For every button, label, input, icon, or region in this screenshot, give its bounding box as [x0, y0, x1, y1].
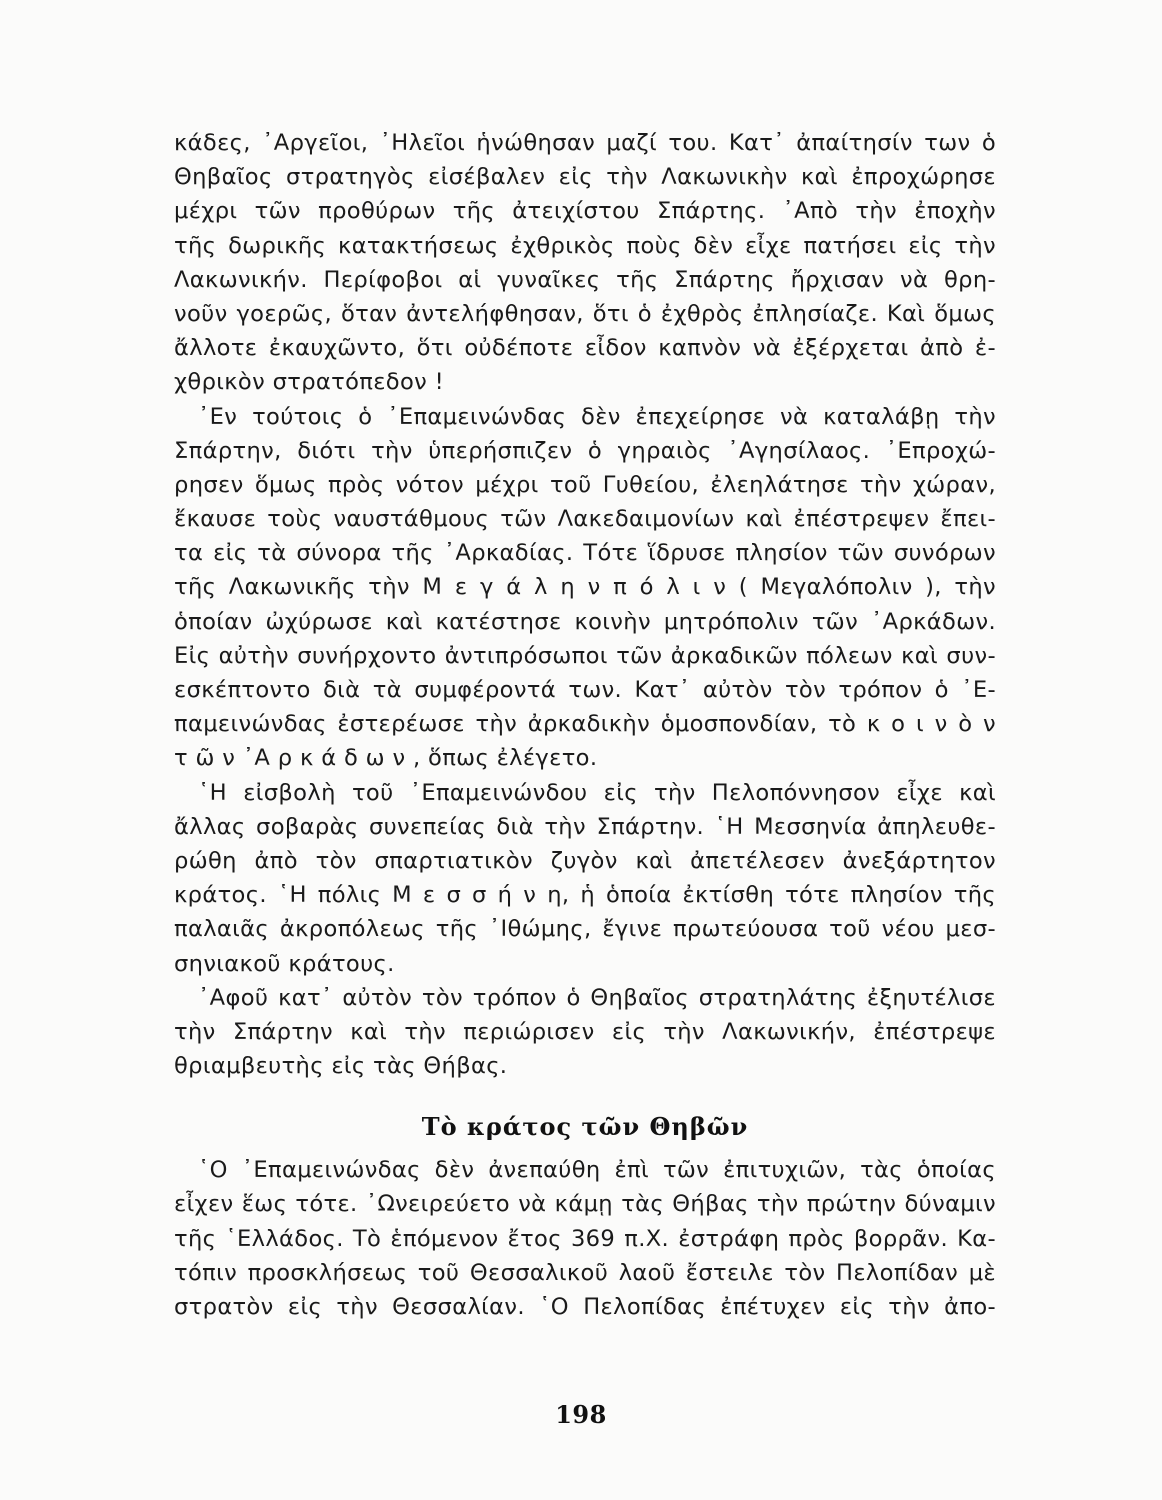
text-line: ἔκαυσε τοὺς ναυστάθμους τῶν Λακεδαιμονίων καὶ ἐπέστρεψεν ἔπει- — [174, 506, 996, 533]
text-line: τὴν Σπάρτην καὶ τὴν περιώρισεν εἰς τὴν Λακωνικήν, ἐπέστρεψε — [174, 1018, 996, 1045]
text-line: Εἰς αὐτὴν συνήρχοντο ἀντιπρόσωποι τῶν ἀρκαδικῶν πόλεων καὶ συν- — [174, 642, 996, 669]
text-line: ρώθη ἀπὸ τὸν σπαρτιατικὸν ζυγὸν καὶ ἀπετέλεσεν ἀνεξάρτητον — [174, 847, 996, 874]
section-heading: Τὸ κράτος τῶν Θηβῶν — [421, 1112, 749, 1142]
text-line: τόπιν προσκλήσεως τοῦ Θεσσαλικοῦ λαοῦ ἔστειλε τὸν Πελοπίδαν μὲ — [174, 1259, 996, 1286]
text-line: σηνιακοῦ κράτους. — [174, 950, 395, 977]
text-line: τῆς ῾Ελλάδος. Τὸ ἑπόμενον ἔτος 369 π.Χ. ἐστράφη πρὸς βορρᾶν. Κα- — [174, 1225, 996, 1252]
page-number: 198 — [555, 1400, 607, 1429]
text-line: παμεινώνδας ἐστερέωσε τὴν ἀρκαδικὴν ὁμοσπονδίαν, τὸ κ ο ι ν ὸ ν — [174, 711, 996, 738]
text-line: τῆς Λακωνικῆς τὴν Μ ε γ ά λ η ν π ό λ ι ν ( Μεγαλόπολιν ), τὴν — [174, 574, 996, 601]
text-line: τῆς δωρικῆς κατακτήσεως ἐχθρικὸς ποὺς δὲν εἶχε πατήσει εἰς τὴν — [174, 232, 996, 259]
text-line: χθρικὸν στρατόπεδον ! — [174, 369, 445, 396]
text-line: ρησεν ὅμως πρὸς νότον μέχρι τοῦ Γυθείου, ἐλεηλάτησε τὴν χώραν, — [174, 471, 996, 498]
text-line: παλαιᾶς ἀκροπόλεως τῆς ᾿Ιθώμης, ἔγινε πρωτεύουσα τοῦ νέου μεσ- — [174, 916, 996, 943]
text-line: εσκέπτοντο διὰ τὰ συμφέροντά των. Κατ᾿ αὐτὸν τὸν τρόπον ὁ ᾿Ε- — [174, 677, 996, 703]
text-line: κράτος. ῾Η πόλις Μ ε σ σ ή ν η, ἡ ὁποία ἐκτίσθη τότε πλησίον τῆς — [174, 882, 996, 909]
text-line: εἶχεν ἕως τότε. ᾿Ωνειρεύετο νὰ κάμῃ τὰς Θήβας τὴν πρώτην δύναμιν — [174, 1191, 996, 1218]
text-line: Σπάρτην, διότι τὴν ὑπερήσπιζεν ὁ γηραιὸς ᾿Αγησίλαος. ᾿Επροχώ- — [174, 437, 996, 464]
heading-spacer — [174, 1083, 996, 1105]
text-line: κάδες, ᾿Αργεῖοι, ᾿Ηλεῖοι ἡνώθησαν μαζί του. Κατ᾿ ἀπαίτησίν των ὁ — [174, 130, 996, 156]
text-line: Θηβαῖος στρατηγὸς εἰσέβαλεν εἰς τὴν Λακωνικὴν καὶ ἐπροχώρησε — [174, 164, 996, 191]
text-line: ῾Η εἰσβολὴ τοῦ ᾿Επαμεινώνδου εἰς τὴν Πελοπόννησον εἶχε καὶ — [198, 779, 996, 806]
text-line: ἄλλοτε ἐκαυχῶντο, ὅτι οὐδέποτε εἶδον καπνὸν νὰ ἐξέρχεται ἀπὸ ἐ- — [174, 335, 996, 362]
text-line: ᾿Εν τούτοις ὁ ᾿Επαμεινώνδας δὲν ἐπεχείρησε νὰ καταλάβῃ τὴν — [198, 403, 996, 430]
text-line: μέχρι τῶν προθύρων τῆς ἀτειχίστου Σπάρτης. ᾿Απὸ τὴν ἐποχὴν — [174, 198, 996, 225]
text-line: τ ῶ ν ᾿Α ρ κ ά δ ω ν , ὅπως ἐλέγετο. — [174, 745, 598, 772]
text-line: τα εἰς τὰ σύνορα τῆς ᾿Αρκαδίας. Τότε ἵδρυσε πλησίον τῶν συνόρων — [174, 540, 996, 567]
text-line: νοῦν γοερῶς, ὅταν ἀντελήφθησαν, ὅτι ὁ ἐχθρὸς ἐπλησίαζε. Καὶ ὅμως — [174, 300, 996, 327]
text-line: στρατὸν εἰς τὴν Θεσσαλίαν. ῾Ο Πελοπίδας ἐπέτυχεν εἰς τὴν ἀπο- — [174, 1294, 996, 1320]
text-line: ῾Ο ᾿Επαμεινώνδας δὲν ἀνεπαύθη ἐπὶ τῶν ἐπιτυχιῶν, τὰς ὁποίας — [198, 1157, 996, 1184]
text-line: θριαμβευτὴς εἰς τὰς Θήβας. — [174, 1053, 508, 1080]
text-line: Λακωνικήν. Περίφοβοι αἱ γυναῖκες τῆς Σπάρτης ἤρχισαν νὰ θρη- — [174, 266, 996, 293]
text-line: ᾿Αφοῦ κατ᾿ αὐτὸν τὸν τρόπον ὁ Θηβαῖος στρατηλάτης ἐξηυτέλισε — [198, 984, 996, 1011]
body-text — [174, 126, 996, 1324]
text-line: ἄλλας σοβαρὰς συνεπείας διὰ τὴν Σπάρτην. ῾Η Μεσσηνία ἀπηλευθε- — [174, 813, 996, 840]
text-line: ὁποίαν ὠχύρωσε καὶ κατέστησε κοινὴν μητρόπολιν τῶν ᾿Αρκάδων. — [174, 608, 996, 635]
